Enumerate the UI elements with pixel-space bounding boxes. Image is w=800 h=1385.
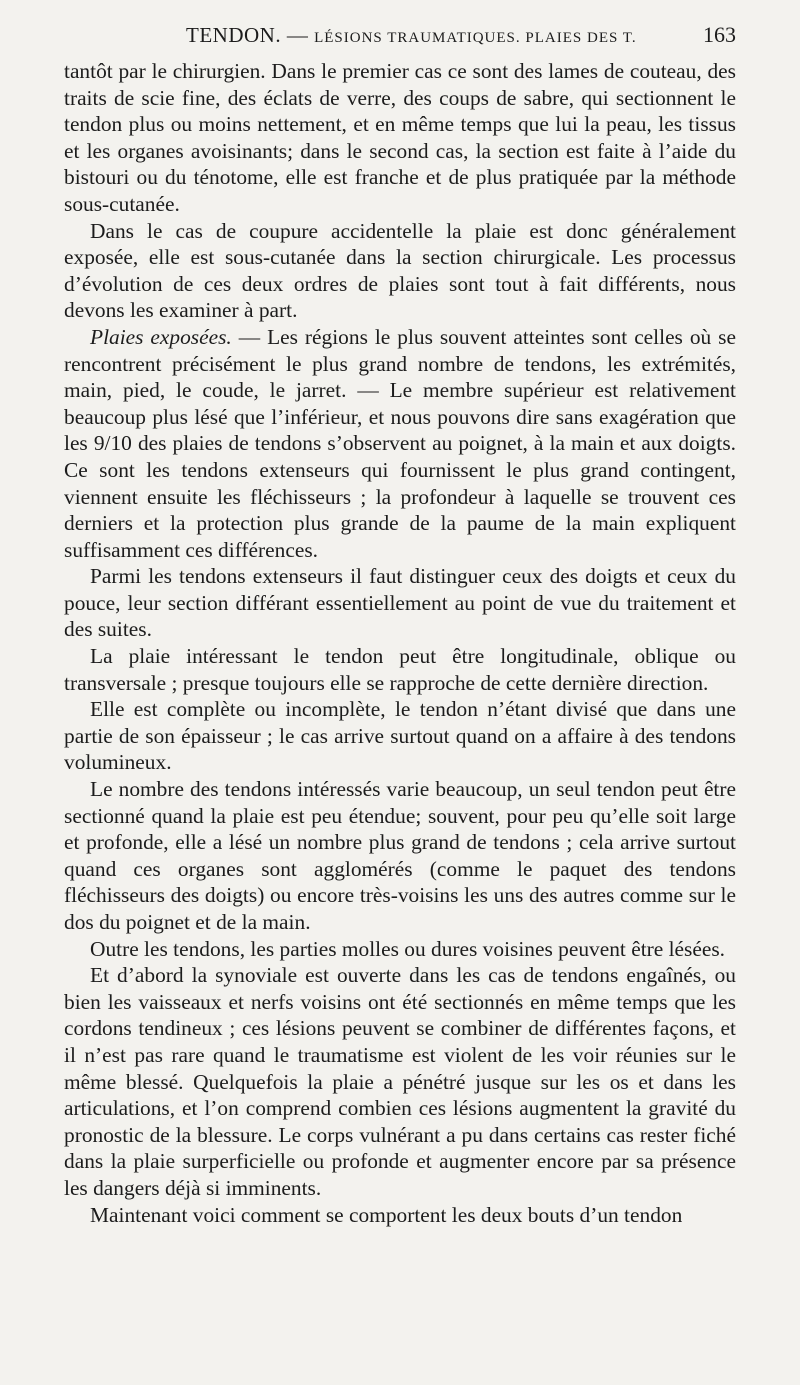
running-header bbox=[64, 22, 736, 56]
body-text bbox=[64, 58, 736, 1228]
page-number: 163 bbox=[703, 22, 736, 47]
paragraph: Parmi les tendons extenseurs il faut distinguer ceux des doigts et ceux du pouce, leur section différant essentiellement au point de vue du traitement et des suites. bbox=[64, 564, 736, 642]
paragraph: Plaies exposées. — Les régions le plus souvent atteintes sont celles où se rencontrent précisément le plus grand nombre de tendons, les extrémités, main, pied, le coude, le jarret. — Le membre supérieur est relativement beaucoup plus lésé que l’inférieur, et nous pouvons dire sans exagération que les 9/10 des plaies de tendons s’observent au poignet, à la main et aux doigts. Ce sont les tendons extenseurs qui fournissent le plus grand contingent, viennent ensuite les fléchisseurs ; la profondeur à laquelle se trouvent ces derniers et la protection plus grande de la paume de la main expliquent suffisamment ces différences. bbox=[64, 324, 736, 562]
paragraph: tantôt par le chirurgien. Dans le premier cas ce sont des lames de couteau, des traits de scie fine, des éclats de verre, des coups de sabre, qui sectionnent le tendon plus ou moins nettement, et en même temps que lui la peau, les tissus et les organes avoisinants; dans le second cas, la section est faite à l’aide du bistouri ou du ténotome, elle est franche et de plus pratiquée par la méthode sous-cutanée. bbox=[64, 59, 736, 216]
header-subtitle: LÉSIONS TRAUMATIQUES. PLAIES DES T. bbox=[314, 30, 637, 46]
header-title: TENDON. bbox=[186, 23, 282, 47]
paragraph: Elle est complète ou incomplète, le tendon n’étant divisé que dans une partie de son épaisseur ; le cas arrive surtout quand on a affaire à des tendons volumineux. bbox=[64, 697, 736, 775]
running-title bbox=[186, 23, 637, 48]
section-heading: Plaies exposées. bbox=[90, 324, 232, 349]
paragraph: Outre les tendons, les parties molles ou dures voisines peuvent être lésées. bbox=[90, 936, 726, 961]
paragraph: Maintenant voici comment se comportent les deux bouts d’un tendon bbox=[90, 1202, 683, 1227]
paragraph: Le nombre des tendons intéressés varie beaucoup, un seul tendon peut être sectionné quand la plaie est peu étendue; souvent, pour peu qu’elle soit large et profonde, elle a lésé un nombre plus grand de tendons ; cela arrive surtout quand ces organes sont agglomérés (comme le paquet des tendons fléchisseurs des doigts) ou encore très-voisins les uns des autres comme sur le dos du poignet et de la main. bbox=[64, 777, 736, 934]
header-dash: — bbox=[286, 23, 309, 47]
paragraph: Et d’abord la synoviale est ouverte dans les cas de tendons engaînés, ou bien les vaisseaux et nerfs voisins ont été sectionnés en même temps que les cordons tendineux ; ces lésions peuvent se combiner de différentes façons, et il n’est pas rare quand le traumatisme est violent de les voir réunies sur le même blessé. Quelquefois la plaie a pénétré jusque sur les os et dans les articulations, et l’on comprend combien ces lésions augmentent la gravité du pronostic de la blessure. Le corps vulnérant a pu dans certains cas rester fiché dans la plaie surperficielle ou profonde et augmenter encore par sa présence les dangers déjà si imminents. bbox=[64, 963, 736, 1200]
paragraph: Dans le cas de coupure accidentelle la plaie est donc généralement exposée, elle est sous-cutanée dans la section chirurgicale. Les processus d’évolution de ces deux ordres de plaies sont tout à fait différents, nous devons les examiner à part. bbox=[64, 218, 736, 323]
paragraph: La plaie intéressant le tendon peut être longitudinale, oblique ou transversale ; presque toujours elle se rapproche de cette dernière direction. bbox=[64, 644, 736, 695]
